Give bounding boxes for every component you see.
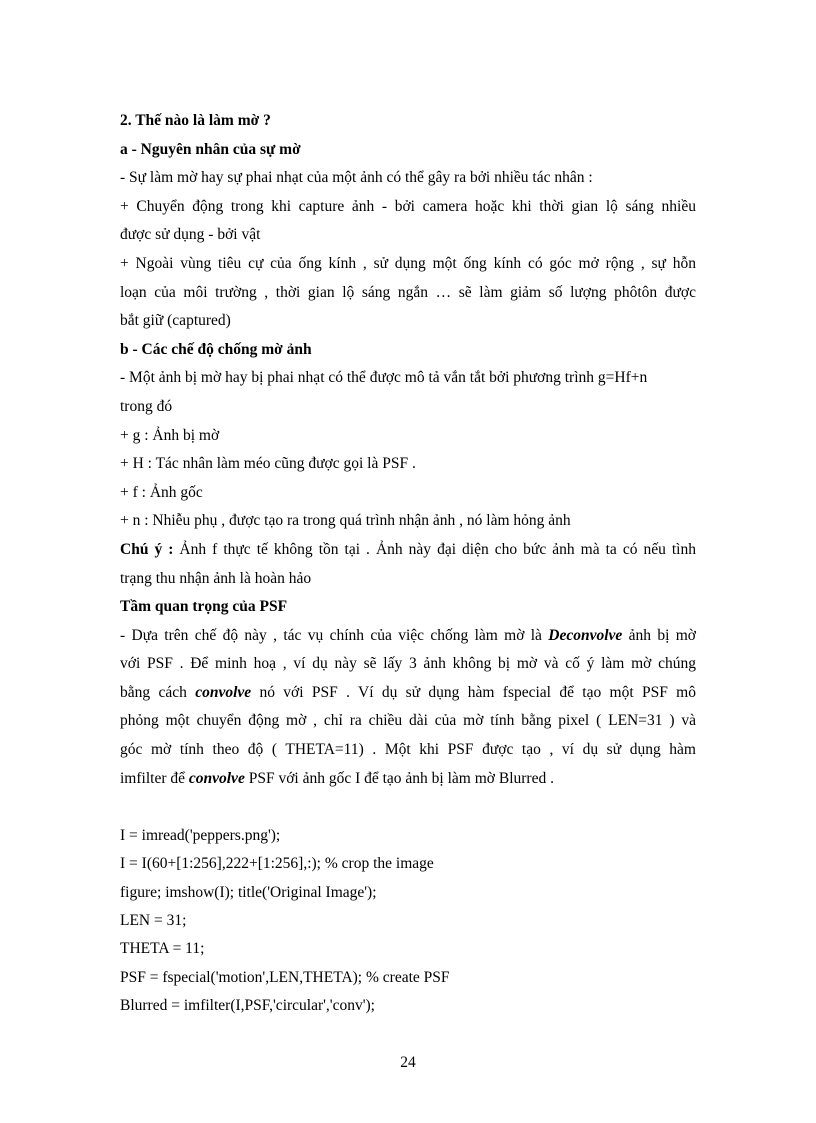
cause-item-2-line-2: loạn của môi trường , thời gian lộ sáng ngắn … sẽ làm giảm số lượng phôtôn được	[120, 283, 696, 301]
psf-paragraph-line-5: góc mờ tính theo độ ( THETA=11) . Một khi PSF được tạo , ví dụ sử dụng hàm	[120, 741, 696, 759]
term-h: + H : Tác nhân làm méo cũng được gọi là PSF .	[120, 455, 416, 473]
term-n: + n : Nhiễu phụ , được tạo ra trong quá trình nhận ảnh , nó làm hỏng ảnh	[120, 512, 571, 530]
note-line-2: trạng thu nhận ảnh là hoàn hảo	[120, 569, 312, 587]
convolve-term-2: convolve	[188, 769, 245, 787]
psf-paragraph-line-3	[120, 679, 696, 708]
cause-item-2-line-3: bắt giữ (captured)	[120, 312, 231, 330]
modes-heading: b - Các chế độ chống mờ ảnh	[120, 340, 312, 358]
code-line-4: LEN = 31;	[120, 912, 187, 930]
deconvolve-term: Deconvolve	[548, 626, 623, 644]
psf-text-1a: - Dựa trên chế độ này , tác vụ chính của việc chống làm mờ là	[120, 626, 549, 644]
psf-text-3a: bằng cách	[120, 683, 196, 701]
code-line-5: THETA = 11;	[120, 940, 205, 958]
modes-desc-line-2: trong đó	[120, 397, 173, 415]
note-text-1: Ảnh f thực tế không tồn tại . Ảnh này đại diện cho bức ảnh mà ta có nếu tình	[173, 540, 696, 558]
blank-line	[120, 793, 696, 822]
term-f: + f : Ảnh gốc	[120, 483, 203, 501]
causes-heading: a - Nguyên nhân của sự mờ	[120, 140, 301, 158]
code-block	[120, 822, 696, 1021]
convolve-term-1: convolve	[195, 683, 252, 701]
psf-paragraph-line-1	[120, 622, 696, 651]
psf-text-6a: imfilter để	[120, 769, 189, 787]
code-line-6: PSF = fspecial('motion',LEN,THETA); % create PSF	[120, 968, 450, 986]
psf-paragraph-line-2: với PSF . Để minh hoạ , ví dụ này sẽ lấy 3 ảnh không bị mờ và cố ý làm mờ chúng	[120, 655, 696, 673]
term-g: + g : Ảnh bị mờ	[120, 426, 220, 444]
cause-item-2-line-1: + Ngoài vùng tiêu cự của ống kính , sử dụng một ống kính có góc mở rộng , sự hỗn	[120, 254, 696, 272]
code-line-3: figure; imshow(I); title('Original Image');	[120, 883, 377, 901]
modes-desc-line-1: - Một ảnh bị mờ hay bị phai nhạt có thể được mô tả vắn tắt bởi phương trình g=Hf+n	[120, 369, 648, 387]
causes-intro: - Sự làm mờ hay sự phai nhạt của một ảnh có thể gây ra bởi nhiều tác nhân :	[120, 169, 593, 187]
note-line-1	[120, 536, 696, 565]
cause-item-1-line-1: + Chuyển động trong khi capture ảnh - bởi camera hoặc khi thời gian lộ sáng nhiều	[120, 197, 696, 215]
psf-text-6b: PSF với ảnh gốc I để tạo ảnh bị làm mờ Blurred .	[244, 769, 554, 787]
code-line-7: Blurred = imfilter(I,PSF,'circular','conv');	[120, 997, 375, 1015]
page-number: 24	[400, 1054, 416, 1071]
psf-heading: Tầm quan trọng của PSF	[120, 598, 288, 616]
section-heading: 2. Thế nào là làm mờ ?	[120, 112, 271, 129]
note-label: Chú ý :	[120, 540, 174, 558]
psf-text-1b: ảnh bị mờ	[622, 626, 696, 644]
psf-paragraph-line-4: phỏng một chuyển động mờ , chỉ ra chiều dài của mờ tính bằng pixel ( LEN=31 ) và	[120, 712, 696, 730]
page-content	[120, 107, 696, 1021]
code-line-2: I = I(60+[1:256],222+[1:256],:); % crop the image	[120, 855, 434, 873]
cause-item-1-line-2: được sử dụng - bởi vật	[120, 226, 261, 244]
psf-text-3b: nó với PSF . Ví dụ sử dụng hàm fspecial để tạo một PSF mô	[251, 683, 696, 701]
code-line-1: I = imread('peppers.png');	[120, 826, 281, 844]
psf-paragraph-line-6	[120, 765, 696, 794]
